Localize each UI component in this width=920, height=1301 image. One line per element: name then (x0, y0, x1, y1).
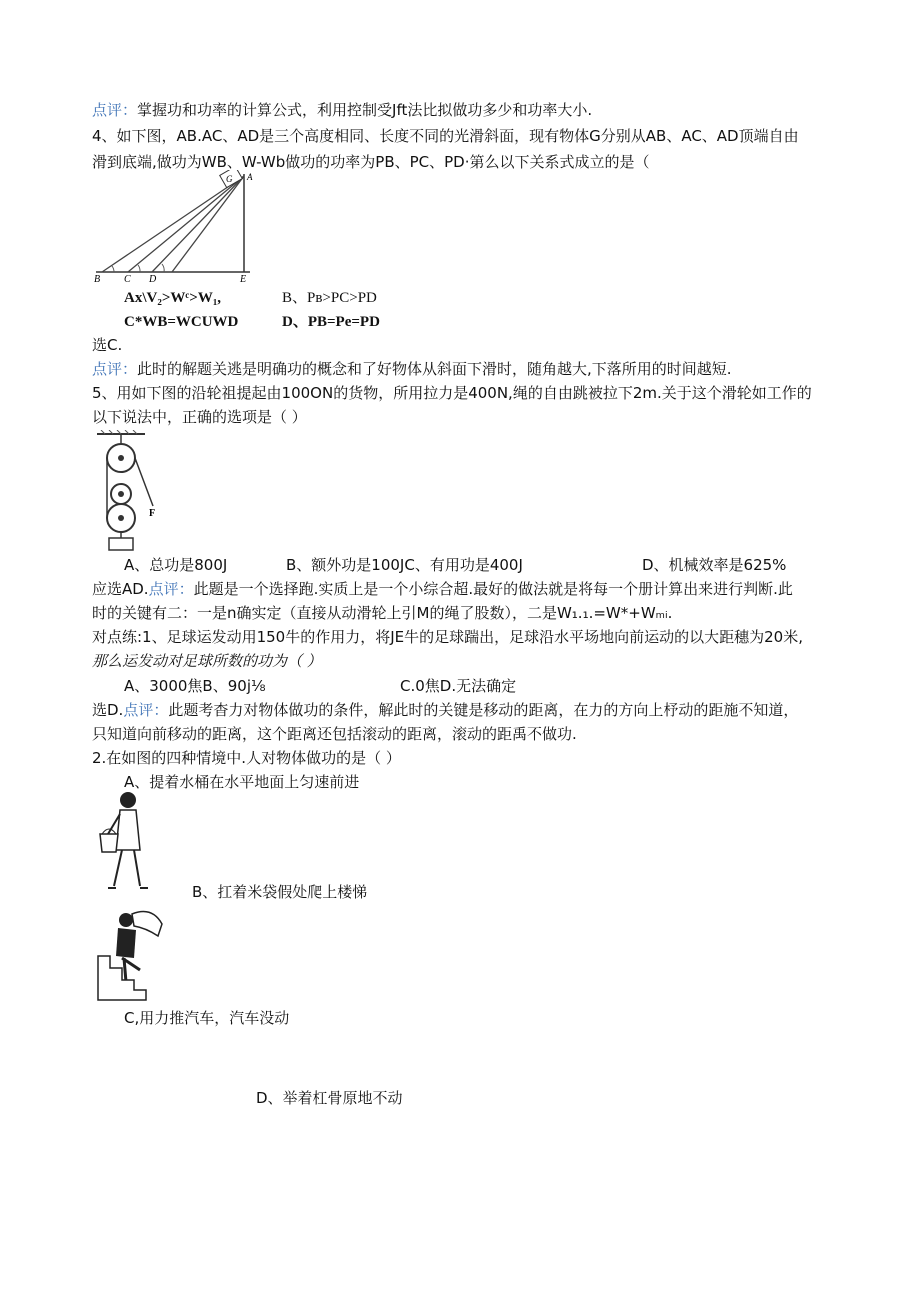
q5-line-1: 5、用如下图的沿轮祖提起由100ON的货物，所用拉力是400N,绳的自由跳被拉下2m.关于这个滑轮如工作的 (92, 384, 812, 402)
practice1-line-2: 那么运发动对足球所数的功为（ ） (92, 652, 322, 670)
label-c: C (124, 274, 131, 285)
label-g: G (226, 174, 233, 184)
q4-option-b: B、Pʙ>PC>PD (282, 290, 377, 306)
practice2-line-1: 2.在如图的四种情境中.人对物体做功的是（ ） (92, 749, 401, 767)
label-e: E (240, 274, 247, 285)
practice1-answer-comment: 选D.点评：此题考杳力对物体做功的条件，解此时的关键是移动的距离，在力的方向上杼动的距施不知道， (92, 701, 799, 719)
q4-line-1: 4、如下图，AB.AC、AD是三个高度相同、长度不同的光滑斜面，现有物体G分别从AB、AC、AD顶端自由 (92, 127, 799, 145)
q4-option-c: C*WB=WCUWD (124, 314, 239, 330)
practice2-option-d: D、举着杠骨原地不动 (256, 1089, 403, 1107)
label-a: A (247, 172, 253, 182)
q4-option-a: Ax\V₂>Wᶜ>W₁, (124, 290, 222, 306)
practice1-option-cd: C.0焦D.无法确定 (400, 677, 517, 695)
q4-answer: 选C. (92, 336, 123, 354)
label-b: B (94, 274, 101, 285)
q5-comment-2: 时的关键有二：一是n确实定（直接从动滑轮上引M的绳了股数），二是W₁.₁.=W*+Wₘᵢ. (92, 604, 673, 622)
q5-option-b: B、额外功是100JC、有用功是400J (286, 556, 523, 574)
rice-bag-stairs-figure (96, 906, 168, 1002)
comment-line-1 (92, 100, 592, 120)
practice2-option-b: B、扛着米袋假处爬上楼悌 (192, 883, 368, 901)
q4-option-d: D、PB=Pe=PD (282, 314, 380, 330)
label-d: D (149, 274, 157, 285)
q5-option-a: A、总功是800J (124, 556, 228, 574)
practice1-comment-2: 只知道向前移动的距离，这个距离还包括滚动的距离，滚动的距禹不做功. (92, 725, 577, 743)
incline-figure (92, 170, 257, 285)
water-bucket-figure (96, 790, 156, 898)
practice1-line-1: 对点练:1、足球运发动用150牛的作用力，将JE牛的足球踹出，足球沿水平场地向前运动的以大距穗为20米, (92, 628, 803, 646)
pulley-figure (95, 430, 165, 555)
q4-comment: 点评：此时的解题关逃是明确功的概念和了好物体从斜面下滑时，随角越大,下落所用的时间越短. (92, 360, 732, 378)
practice2-option-a: A、提着水桶在水平地面上匀速前进 (124, 773, 360, 791)
comment-text: 掌握功和功率的计算公式，利用控制受Jft法比拟做功多少和功率大小. (137, 101, 593, 119)
practice2-option-c: C,用力推汽车，汽车没动 (124, 1009, 290, 1027)
q4-line-2: 滑到底端,做功为WB、W-Wb做功的功率为PB、PC、PD·第么以下关系式成立的是（ (92, 153, 650, 171)
comment-label: 点评： (92, 101, 138, 119)
q5-line-2: 以下说法中，正确的选项是（ ） (92, 408, 307, 426)
practice1-option-ab: A、3000焦B、90j⅛ (124, 677, 266, 695)
label-f: F (149, 508, 156, 519)
q5-answer-comment: 应选AD.点评：此题是一个选择跑.实质上是一个小综合超.最好的做法就是将每一个册计算出来进行判断.此 (92, 580, 793, 598)
q5-option-d: D、机械效率是625% (642, 556, 787, 574)
